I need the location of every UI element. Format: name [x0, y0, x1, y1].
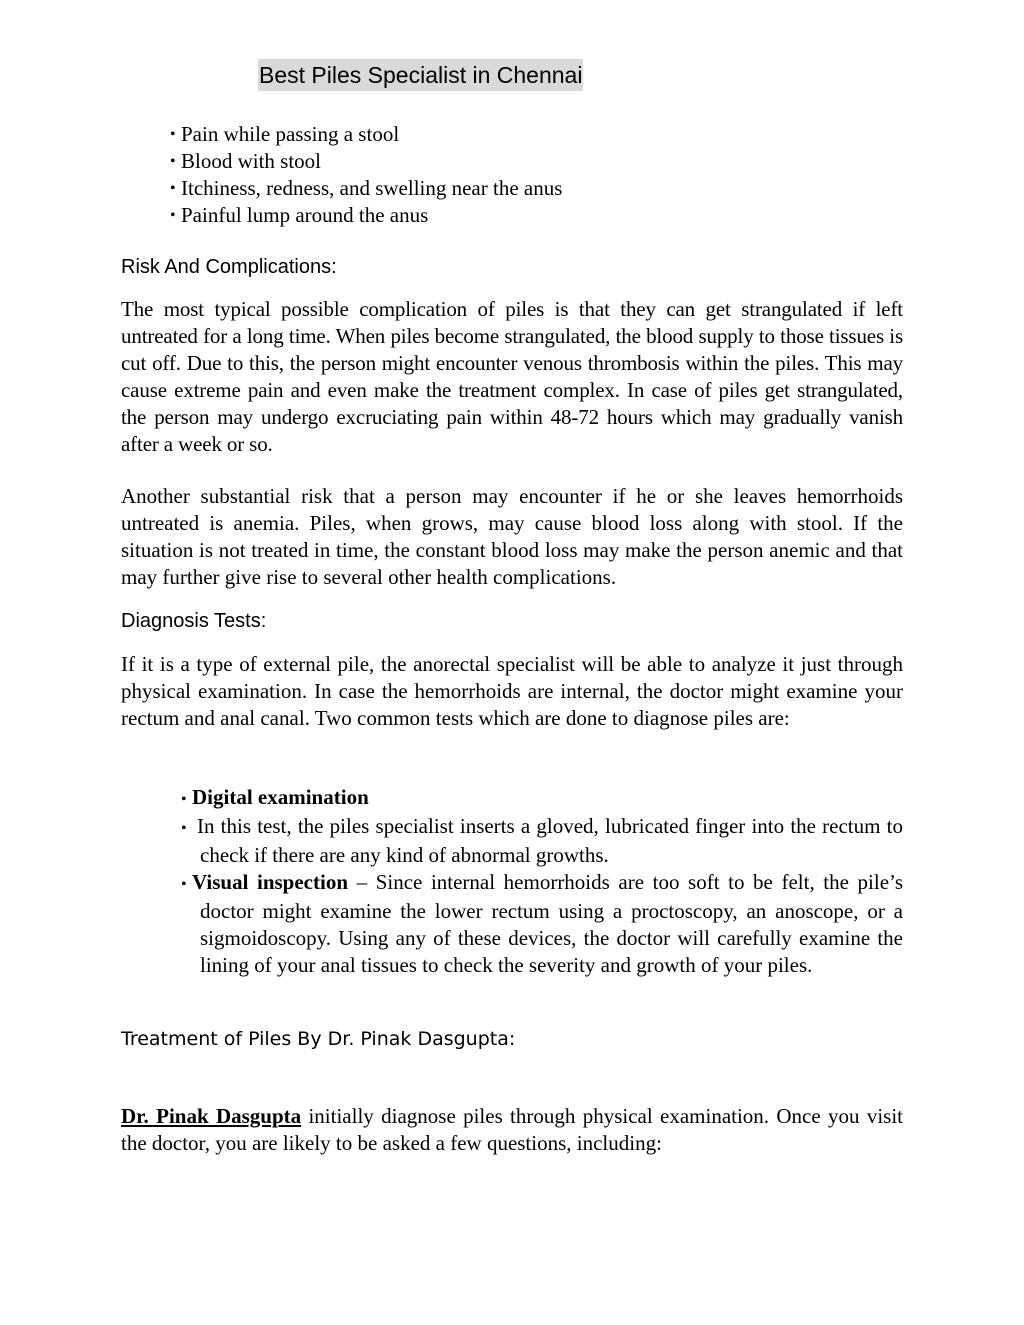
- digital-exam-description: [170, 813, 903, 869]
- visual-inspection-item: [170, 869, 903, 979]
- symptom-item: • Itchiness, redness, and swelling near the anus: [170, 175, 562, 202]
- symptoms-list: [170, 121, 562, 229]
- treatment-heading: Treatment of Piles By Dr. Pinak Dasgupta:: [121, 1028, 516, 1050]
- symptom-item: • Pain while passing a stool: [170, 121, 562, 148]
- diagnosis-paragraph: If it is a type of external pile, the anorectal specialist will be able to analyze it just through physical examination. In case the hemorrhoids are internal, the doctor might examine your rectum and anal canal. Two common tests which are done to diagnose piles are:: [121, 652, 903, 730]
- doctor-name-link[interactable]: Dr. Pinak Dasgupta: [121, 1104, 302, 1128]
- diagnosis-heading: Diagnosis Tests:: [121, 610, 267, 632]
- risk-paragraph-1: The most typical possible complication of piles is that they can get strangulated if left untreated for a long time. When piles become strangulated, the blood supply to those tissues is cut off. Due to this, the person might encounter venous thrombosis within the piles. This may cause extreme pain and even make the treatment complex. In case of piles get strangulated, the person may undergo excruciating pain within 48-72 hours which may gradually vanish after a week or so.: [121, 297, 903, 456]
- symptom-item: • Painful lump around the anus: [170, 202, 562, 229]
- visual-inspection-dash: –: [348, 870, 376, 894]
- digital-exam-text: In this test, the piles specialist inserts a gloved, lubricated finger into the rectum to check if there are any kind of abnormal growths.: [197, 814, 903, 867]
- visual-inspection-title: Visual inspection: [192, 870, 349, 894]
- treatment-paragraph: [121, 1103, 903, 1157]
- risk-heading: Risk And Complications:: [121, 256, 337, 278]
- risk-paragraph-2: Another substantial risk that a person may encounter if he or she leaves hemorrhoids untreated is anemia. Piles, when grows, may cause blood loss along with stool. If the situation is not treated in time, the constant blood loss may make the person anemic and that may further give rise to several other health complications.: [121, 484, 903, 589]
- diagnosis-tests-list: [170, 784, 903, 979]
- digital-exam-item: [170, 784, 903, 813]
- digital-exam-title: Digital examination: [192, 785, 369, 809]
- visual-inspection-text: Since internal hemorrhoids are too soft to be felt, the pile’s doctor might examine the lower rectum using a proctoscopy, an anoscope, or a sigmoidoscopy. Using any of these devices, the doctor will carefully examine the lining of your anal tissues to check the severity and growth of your piles.: [200, 870, 904, 977]
- page-title: Best Piles Specialist in Chennai: [258, 59, 583, 91]
- symptom-item: • Blood with stool: [170, 148, 562, 175]
- treatment-paragraph-text: initially diagnose piles through physical examination. Once you visit the doctor, you are likely to be asked a few questions, including:: [121, 1104, 903, 1155]
